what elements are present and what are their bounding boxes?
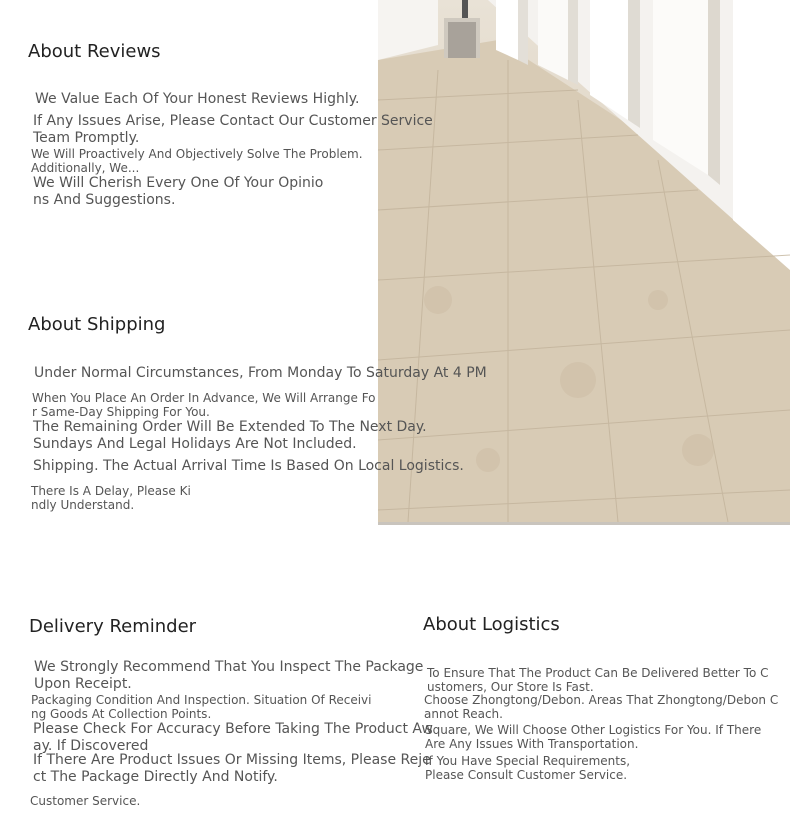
- delivery-line-5: Customer Service.: [30, 794, 141, 808]
- reviews-line-1: We Value Each Of Your Honest Reviews Highly.: [35, 91, 360, 107]
- logistics-line-3: Square, We Will Choose Other Logistics For You. If There Are Any Issues With Transportation.: [425, 723, 762, 751]
- shipping-line-3: The Remaining Order Will Be Extended To The Next Day. Sundays And Legal Holidays Are Not Included.: [33, 419, 427, 452]
- delivery-line-2: Packaging Condition And Inspection. Situation Of Receivi ng Goods At Collection Points.: [31, 693, 372, 721]
- delivery-line-1: We Strongly Recommend That You Inspect The Package Upon Receipt.: [34, 659, 424, 692]
- delivery-line-3: Please Check For Accuracy Before Taking The Product Aw ay. If Discovered: [33, 721, 433, 754]
- hallway-illustration: [378, 0, 790, 522]
- shipping-line-1: Under Normal Circumstances, From Monday To Saturday At 4 PM: [34, 365, 487, 381]
- logistics-line-1: To Ensure That The Product Can Be Delivered Better To C ustomers, Our Store Is Fast.: [427, 666, 769, 694]
- logistics-line-4: If You Have Special Requirements, Please Consult Customer Service.: [425, 754, 631, 782]
- logistics-line-2: Choose Zhongtong/Debon. Areas That Zhongtong/Debon C annot Reach.: [424, 693, 779, 721]
- stone-floor-hallway-photo: [378, 0, 790, 525]
- reviews-line-3: We Will Proactively And Objectively Solve The Problem. Additionally, We...: [31, 147, 363, 175]
- reviews-line-2: If Any Issues Arise, Please Contact Our Customer Service Team Promptly.: [33, 113, 433, 146]
- logistics-title: About Logistics: [423, 614, 560, 635]
- delivery-line-4: If There Are Product Issues Or Missing Items, Please Reje ct The Package Directly And Notify.: [33, 752, 431, 785]
- shipping-title: About Shipping: [28, 314, 166, 335]
- shipping-line-5: There Is A Delay, Please Ki ndly Understand.: [31, 484, 191, 512]
- delivery-title: Delivery Reminder: [29, 616, 197, 637]
- reviews-title: About Reviews: [28, 41, 161, 62]
- reviews-line-4: We Will Cherish Every One Of Your Opinio ns And Suggestions.: [33, 175, 324, 208]
- shipping-line-2: When You Place An Order In Advance, We Will Arrange Fo r Same-Day Shipping For You.: [32, 391, 376, 419]
- shipping-line-4: Shipping. The Actual Arrival Time Is Based On Local Logistics.: [33, 458, 464, 474]
